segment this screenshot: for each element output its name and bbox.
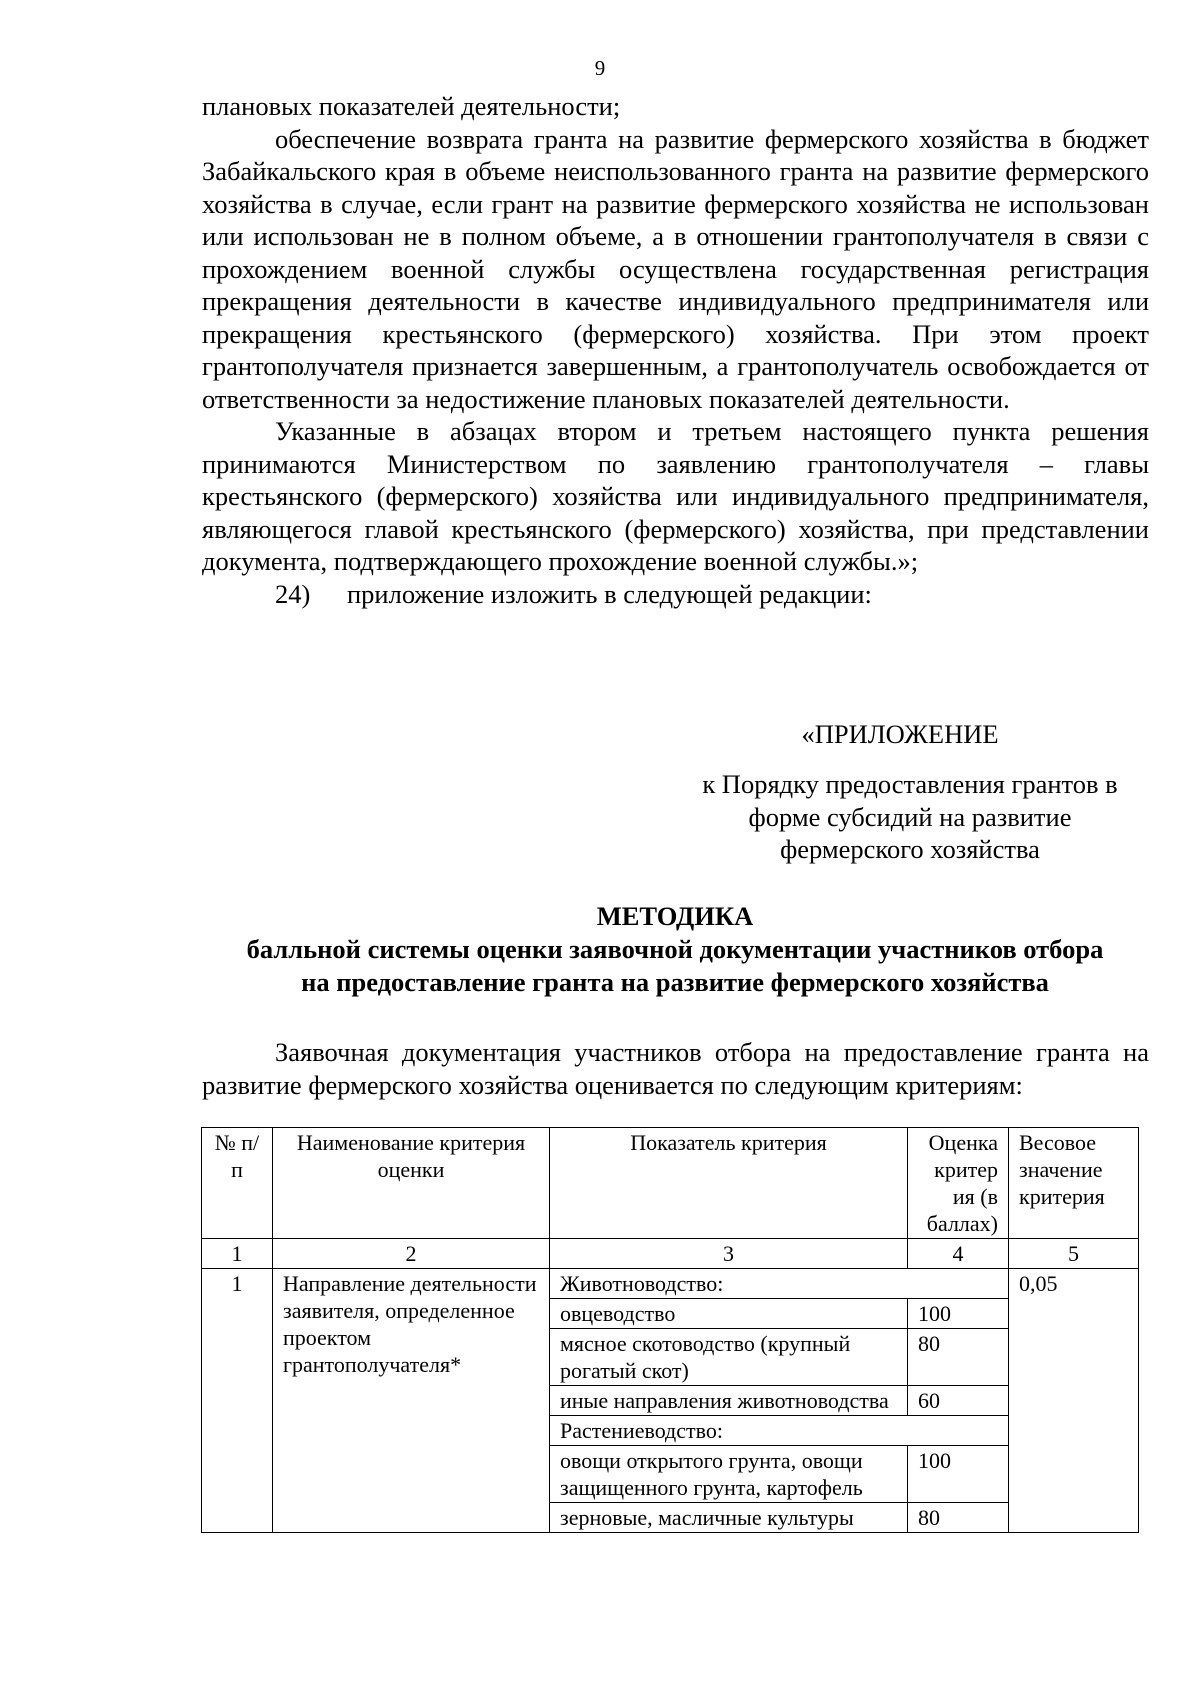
methodology-subtitle-line: на предоставление гранта на развитие фермерского хозяйства — [301, 967, 1049, 997]
indicator-cell: зерновые, масличные культуры — [550, 1503, 908, 1533]
header-num: № п/п — [202, 1128, 273, 1239]
paragraph-1: плановых показателей деятельности; — [202, 91, 621, 121]
group-header-livestock: Животноводство: — [550, 1269, 1009, 1299]
table-row — [202, 1269, 1139, 1299]
criteria-table — [201, 1127, 1139, 1533]
indicator-cell: овощи открытого грунта, овощи защищенного грунта, картофель — [550, 1446, 908, 1503]
table-column-numbers-row — [202, 1239, 1139, 1269]
group-header-crops: Растениеводство: — [550, 1416, 1009, 1446]
column-number: 1 — [202, 1239, 273, 1269]
indicator-cell: овцеводство — [550, 1299, 908, 1329]
indicator-cell: иные направления животноводства — [550, 1386, 908, 1416]
appendix-subtitle-line: к Порядку предоставления грантов в — [702, 769, 1118, 799]
score-cell: 60 — [908, 1386, 1009, 1416]
column-number: 5 — [1009, 1239, 1139, 1269]
paragraph-2: обеспечение возврата гранта на развитие фермерского хозяйства в бюджет Забайкальского края в объеме неиспользованного гранта на развитие фермерского хозяйства в случае, если грант на развитие фермерского хозяйства не использован или использован не в полном объеме, а в отношении грантополучателя в связи с прохождением военной службы осуществлена государственная регистрация прекращения деятельности в качестве индивидуального предпринимателя или прекращения крестьянского (фермерского) хозяйства. При этом проект грантополучателя признается завершенным, а грантополучатель освобождается от ответственности за недостижение плановых показателей деятельности. — [202, 123, 1149, 414]
methodology-title: МЕТОДИКА — [596, 901, 754, 931]
header-score: Оценка критер ия (в баллах) — [908, 1128, 1009, 1239]
score-cell: 80 — [908, 1503, 1009, 1533]
header-name: Наименование критерия оценки — [273, 1128, 550, 1239]
criterion-weight: 0,05 — [1009, 1269, 1139, 1533]
item-24-number: 24) — [275, 578, 311, 609]
paragraph-3: Указанные в абзацах втором и третьем настоящего пункта решения принимаются Министерством по заявлению грантополучателя – главы крестьянского (фермерского) хозяйства или индивидуального предпринимателя, являющегося главой крестьянского (фермерского) хозяйства, при представлении документа, подтверждающего прохождение военной службы.»; — [202, 416, 1149, 576]
appendix-subtitle-line: форме субсидий на развитие — [748, 801, 1072, 832]
score-cell: 100 — [908, 1446, 1009, 1503]
column-number: 3 — [550, 1239, 908, 1269]
column-number: 4 — [908, 1239, 1009, 1269]
appendix-subtitle — [660, 768, 1160, 866]
column-number: 2 — [273, 1239, 550, 1269]
header-weight: Весовое значение критерия — [1009, 1128, 1139, 1239]
intro-paragraph: Заявочная документация участников отбора на предоставление гранта на развитие фермерского хозяйства оценивается по следующим критериям: — [202, 1037, 1149, 1100]
score-cell: 100 — [908, 1299, 1009, 1329]
table-header-row — [202, 1128, 1139, 1239]
methodology-subtitle-line: балльной системы оценки заявочной документации участников отбора — [246, 934, 1104, 964]
item-24-text: приложение изложить в следующей редакции: — [347, 578, 872, 609]
body-text — [202, 90, 1149, 610]
score-cell: 80 — [908, 1329, 1009, 1386]
page-number: 9 — [594, 56, 606, 80]
item-24 — [202, 578, 1149, 611]
row-number: 1 — [202, 1269, 273, 1533]
header-indicator: Показатель критерия — [550, 1128, 908, 1239]
appendix-subtitle-line: фермерского хозяйства — [780, 834, 1040, 864]
indicator-cell: мясное скотоводство (крупный рогатый скот) — [550, 1329, 908, 1386]
appendix-title: «ПРИЛОЖЕНИЕ — [801, 719, 999, 749]
criterion-name: Направление деятельности заявителя, определенное проектом грантополучателя* — [273, 1269, 550, 1533]
methodology-heading — [150, 900, 1200, 999]
